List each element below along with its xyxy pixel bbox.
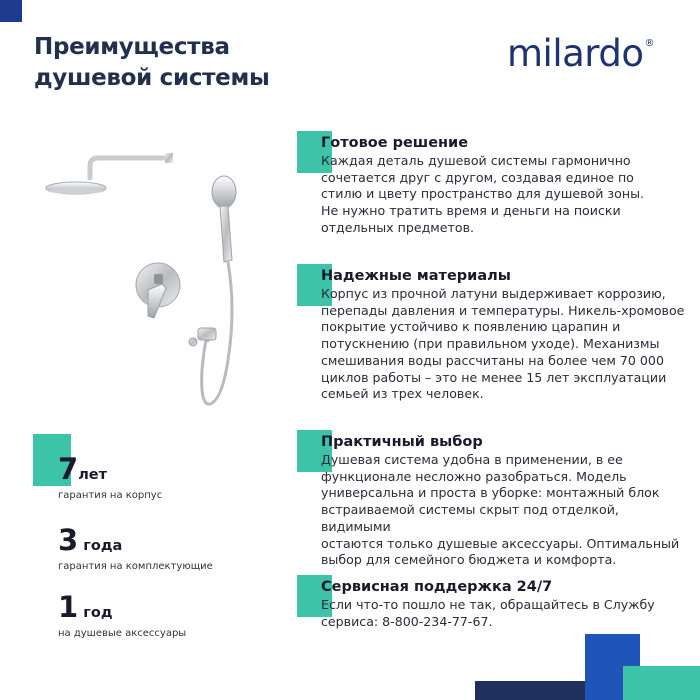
feature-text: Если что-то пошло не так, обращайтесь в Службу сервиса: 8-800-234-77-67. [321, 597, 655, 629]
stat-number: 3 [58, 523, 79, 557]
corner-block-teal [623, 666, 700, 700]
shower-arm [90, 158, 168, 178]
feature-practical-choice [297, 430, 692, 569]
feature-title: Сервисная поддержка 24/7 [321, 579, 553, 595]
stat-unit: лет [78, 467, 108, 483]
registered-mark: ® [644, 38, 654, 49]
feature-text: Душевая система удобна в применении, в ее функционале несложно разобраться. Модель универсальна и проста в уборке: монтажный блок встраиваемой системы скрыт под отделкой, видимыми остаются только душевые аксессуары. Оптимальный выбор для семейного бюджета и комфорта. [321, 452, 680, 568]
brand-logo [507, 32, 654, 75]
stat-unit: года [83, 538, 123, 554]
title-line-2: душевой системы [34, 65, 270, 91]
page-title [34, 32, 269, 94]
stat-description: гарантия на корпус [58, 490, 163, 501]
feature-service-support [297, 575, 692, 630]
hand-shower-head [212, 176, 236, 208]
feature-title: Надежные материалы [321, 268, 511, 284]
feature-ready-solution [297, 131, 692, 237]
stat-unit: год [83, 605, 113, 621]
stat-warranty-body [58, 453, 162, 503]
feature-title: Готовое решение [321, 135, 469, 151]
stat-number: 1 [58, 590, 79, 624]
stat-description: гарантия на комплектующие [58, 561, 213, 572]
wall-flange [165, 153, 173, 163]
wall-outlet [198, 328, 216, 340]
diverter-knob [154, 274, 163, 284]
feature-reliable-materials [297, 264, 692, 403]
title-line-1: Преимущества [34, 34, 230, 60]
stat-number: 7 [58, 452, 79, 486]
stat-warranty-accessories [58, 591, 186, 641]
hand-shower-handle [220, 206, 232, 262]
stat-description: на душевые аксессуары [58, 628, 187, 639]
logo-text: milardo [507, 32, 644, 75]
stat-warranty-components [58, 524, 213, 574]
feature-text: Каждая деталь душевой системы гармонично сочетается друг с другом, создавая единое по стилю и цвету пространство для душевой зоны. Не нужно тратить время и деньги на поиски отдельных предметов. [321, 153, 645, 235]
corner-decoration [0, 0, 22, 22]
feature-title: Практичный выбор [321, 434, 483, 450]
shower-system-image [40, 120, 290, 420]
feature-text: Корпус из прочной латуни выдерживает коррозию, перепады давления и температуры. Никель-хромовое покрытие устойчиво к появлению царапин и потускнению (при правильном уходе). Механизмы смешивания воды рассчитаны на более чем 70 000 циклов работы – это не менее 15 лет эксплуатации семьей из трех человек. [321, 286, 685, 402]
